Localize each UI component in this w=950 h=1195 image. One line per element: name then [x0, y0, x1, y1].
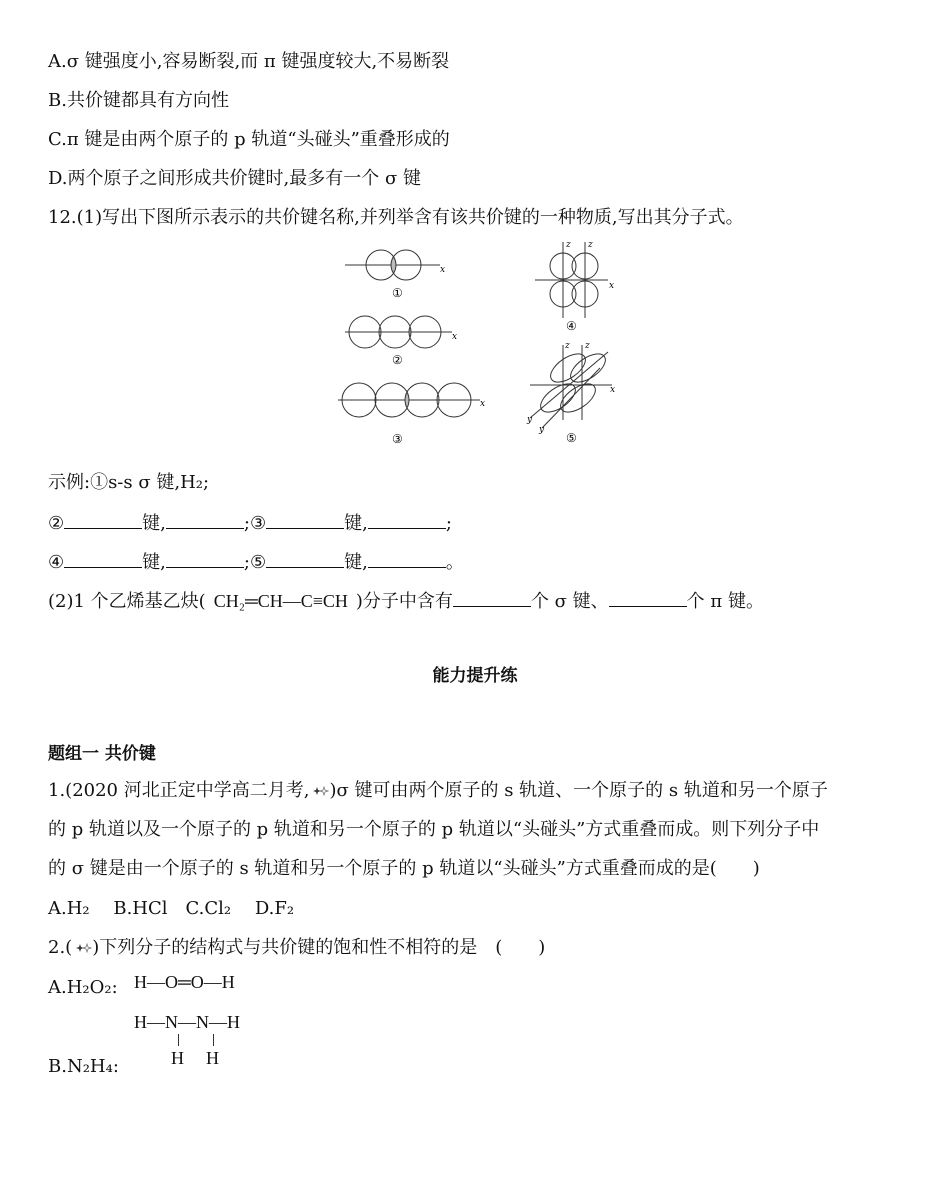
circled-3: ;③	[243, 513, 267, 534]
figure-5-p-p-pi-perspective	[526, 341, 615, 445]
q12-stem: 12.(1)写出下图所示表示的共价键名称,并列举含有该共价键的一种物质,写出其分子式。	[48, 207, 744, 228]
answer-blank[interactable]	[64, 549, 142, 568]
q2-stem	[48, 936, 545, 960]
q12-part2	[48, 588, 764, 614]
axis-z-label: z	[566, 240, 571, 250]
q12-answer-line-2	[48, 510, 452, 536]
q1-stem: )σ 键可由两个原子的 s 轨道、一个原子的 s 轨道和另一个原子	[329, 780, 828, 801]
bond-text: 键,	[142, 513, 166, 534]
n2h4-bond-right	[213, 1034, 214, 1046]
circled-4: ④	[48, 552, 65, 573]
part2-mid: )分子中含有	[355, 591, 453, 612]
q12-answer-line-3	[48, 549, 464, 575]
punctuation: 。	[445, 552, 464, 573]
figure-label-4: ④	[566, 319, 577, 333]
q12-example: 示例:①s-s σ 键,H₂;	[48, 472, 210, 493]
n2h4-h-left: H	[171, 1048, 184, 1068]
difficulty-star-icon	[72, 940, 92, 956]
answer-blank[interactable]	[266, 549, 344, 568]
answer-blank[interactable]	[368, 549, 446, 568]
answer-blank[interactable]	[166, 549, 244, 568]
difficulty-star-icon	[309, 783, 329, 799]
axis-z-label: z	[565, 341, 570, 351]
axis-x-label: x	[440, 265, 446, 275]
figure-label-5: ⑤	[566, 431, 577, 445]
bond-text: 键,	[142, 552, 166, 573]
answer-blank[interactable]	[266, 510, 344, 529]
circled-2: ②	[48, 513, 65, 534]
answer-blank[interactable]	[368, 510, 446, 529]
circled-5: ;⑤	[243, 552, 267, 573]
bond-text: 键,	[344, 513, 368, 534]
axis-y-label: y	[539, 425, 545, 435]
bond-text: 键,	[344, 552, 368, 573]
pi-count-text: 个 π 键。	[686, 591, 764, 612]
q11-option-d: D.两个原子之间形成共价键时,最多有一个 σ 键	[48, 168, 421, 189]
n2h4-h-right: H	[206, 1048, 219, 1068]
axis-x-label: x	[480, 399, 486, 409]
orbital-overlap-figure	[330, 240, 630, 450]
figure-label-2: ②	[392, 353, 403, 367]
answer-blank[interactable]	[453, 588, 531, 607]
n2h4-structure-top: H—N—N—H	[134, 1012, 240, 1032]
figure-label-1: ①	[392, 286, 403, 300]
axis-z-label: z	[585, 341, 590, 351]
section-title: 能力提升练	[432, 666, 518, 686]
vinylacetylene-formula: CH₂═CH—C≡CH	[213, 591, 348, 611]
figure-1-s-s-overlap	[345, 250, 445, 300]
answer-blank[interactable]	[166, 510, 244, 529]
figure-2-s-p-overlap	[345, 316, 457, 367]
q2-option-b-label: B.N₂H₄:	[48, 1056, 119, 1077]
axis-x-label: x	[452, 332, 458, 342]
punctuation: ;	[445, 513, 452, 534]
q1-line-2: 的 p 轨道以及一个原子的 p 轨道和另一个原子的 p 轨道以“头碰头”方式重叠而成。则下列分子中	[48, 819, 820, 840]
axis-y-label: y	[527, 415, 533, 425]
q2-number: 2.(	[48, 937, 73, 958]
h2o2-structure: H—O═O—H	[134, 972, 235, 992]
n2h4-bond-left	[178, 1034, 179, 1046]
q2-stem-text: )下列分子的结构式与共价键的饱和性不相符的是 ( )	[92, 937, 546, 958]
q11-option-b: B.共价键都具有方向性	[48, 90, 229, 111]
group-title: 题组一 共价键	[48, 744, 156, 764]
figure-3-p-p-sigma-overlap	[338, 383, 485, 446]
figure-4-p-p-pi-overlap	[535, 240, 614, 333]
q2-option-a-label: A.H₂O₂:	[48, 977, 118, 998]
q11-option-c: C.π 键是由两个原子的 p 轨道“头碰头”重叠形成的	[48, 129, 450, 150]
sigma-count-text: 个 σ 键、	[530, 591, 609, 612]
q1-options: A.H₂ B.HCl C.Cl₂ D.F₂	[48, 898, 295, 919]
q11-option-a: A.σ 键强度小,容易断裂,而 π 键强度较大,不易断裂	[48, 51, 450, 72]
answer-blank[interactable]	[609, 588, 687, 607]
answer-blank[interactable]	[64, 510, 142, 529]
axis-x-label: x	[610, 385, 616, 395]
q1-line-1	[48, 779, 828, 803]
q1-source: 1.(2020 河北正定中学高二月考,	[48, 780, 310, 801]
figure-label-3: ③	[392, 432, 403, 446]
axis-z-label: z	[588, 240, 593, 250]
q1-line-3: 的 σ 键是由一个原子的 s 轨道和另一个原子的 p 轨道以“头碰头”方式重叠而成的是( )	[48, 858, 760, 879]
part2-prefix: (2)1 个乙烯基乙炔(	[48, 591, 206, 612]
axis-x-label: x	[609, 281, 615, 291]
